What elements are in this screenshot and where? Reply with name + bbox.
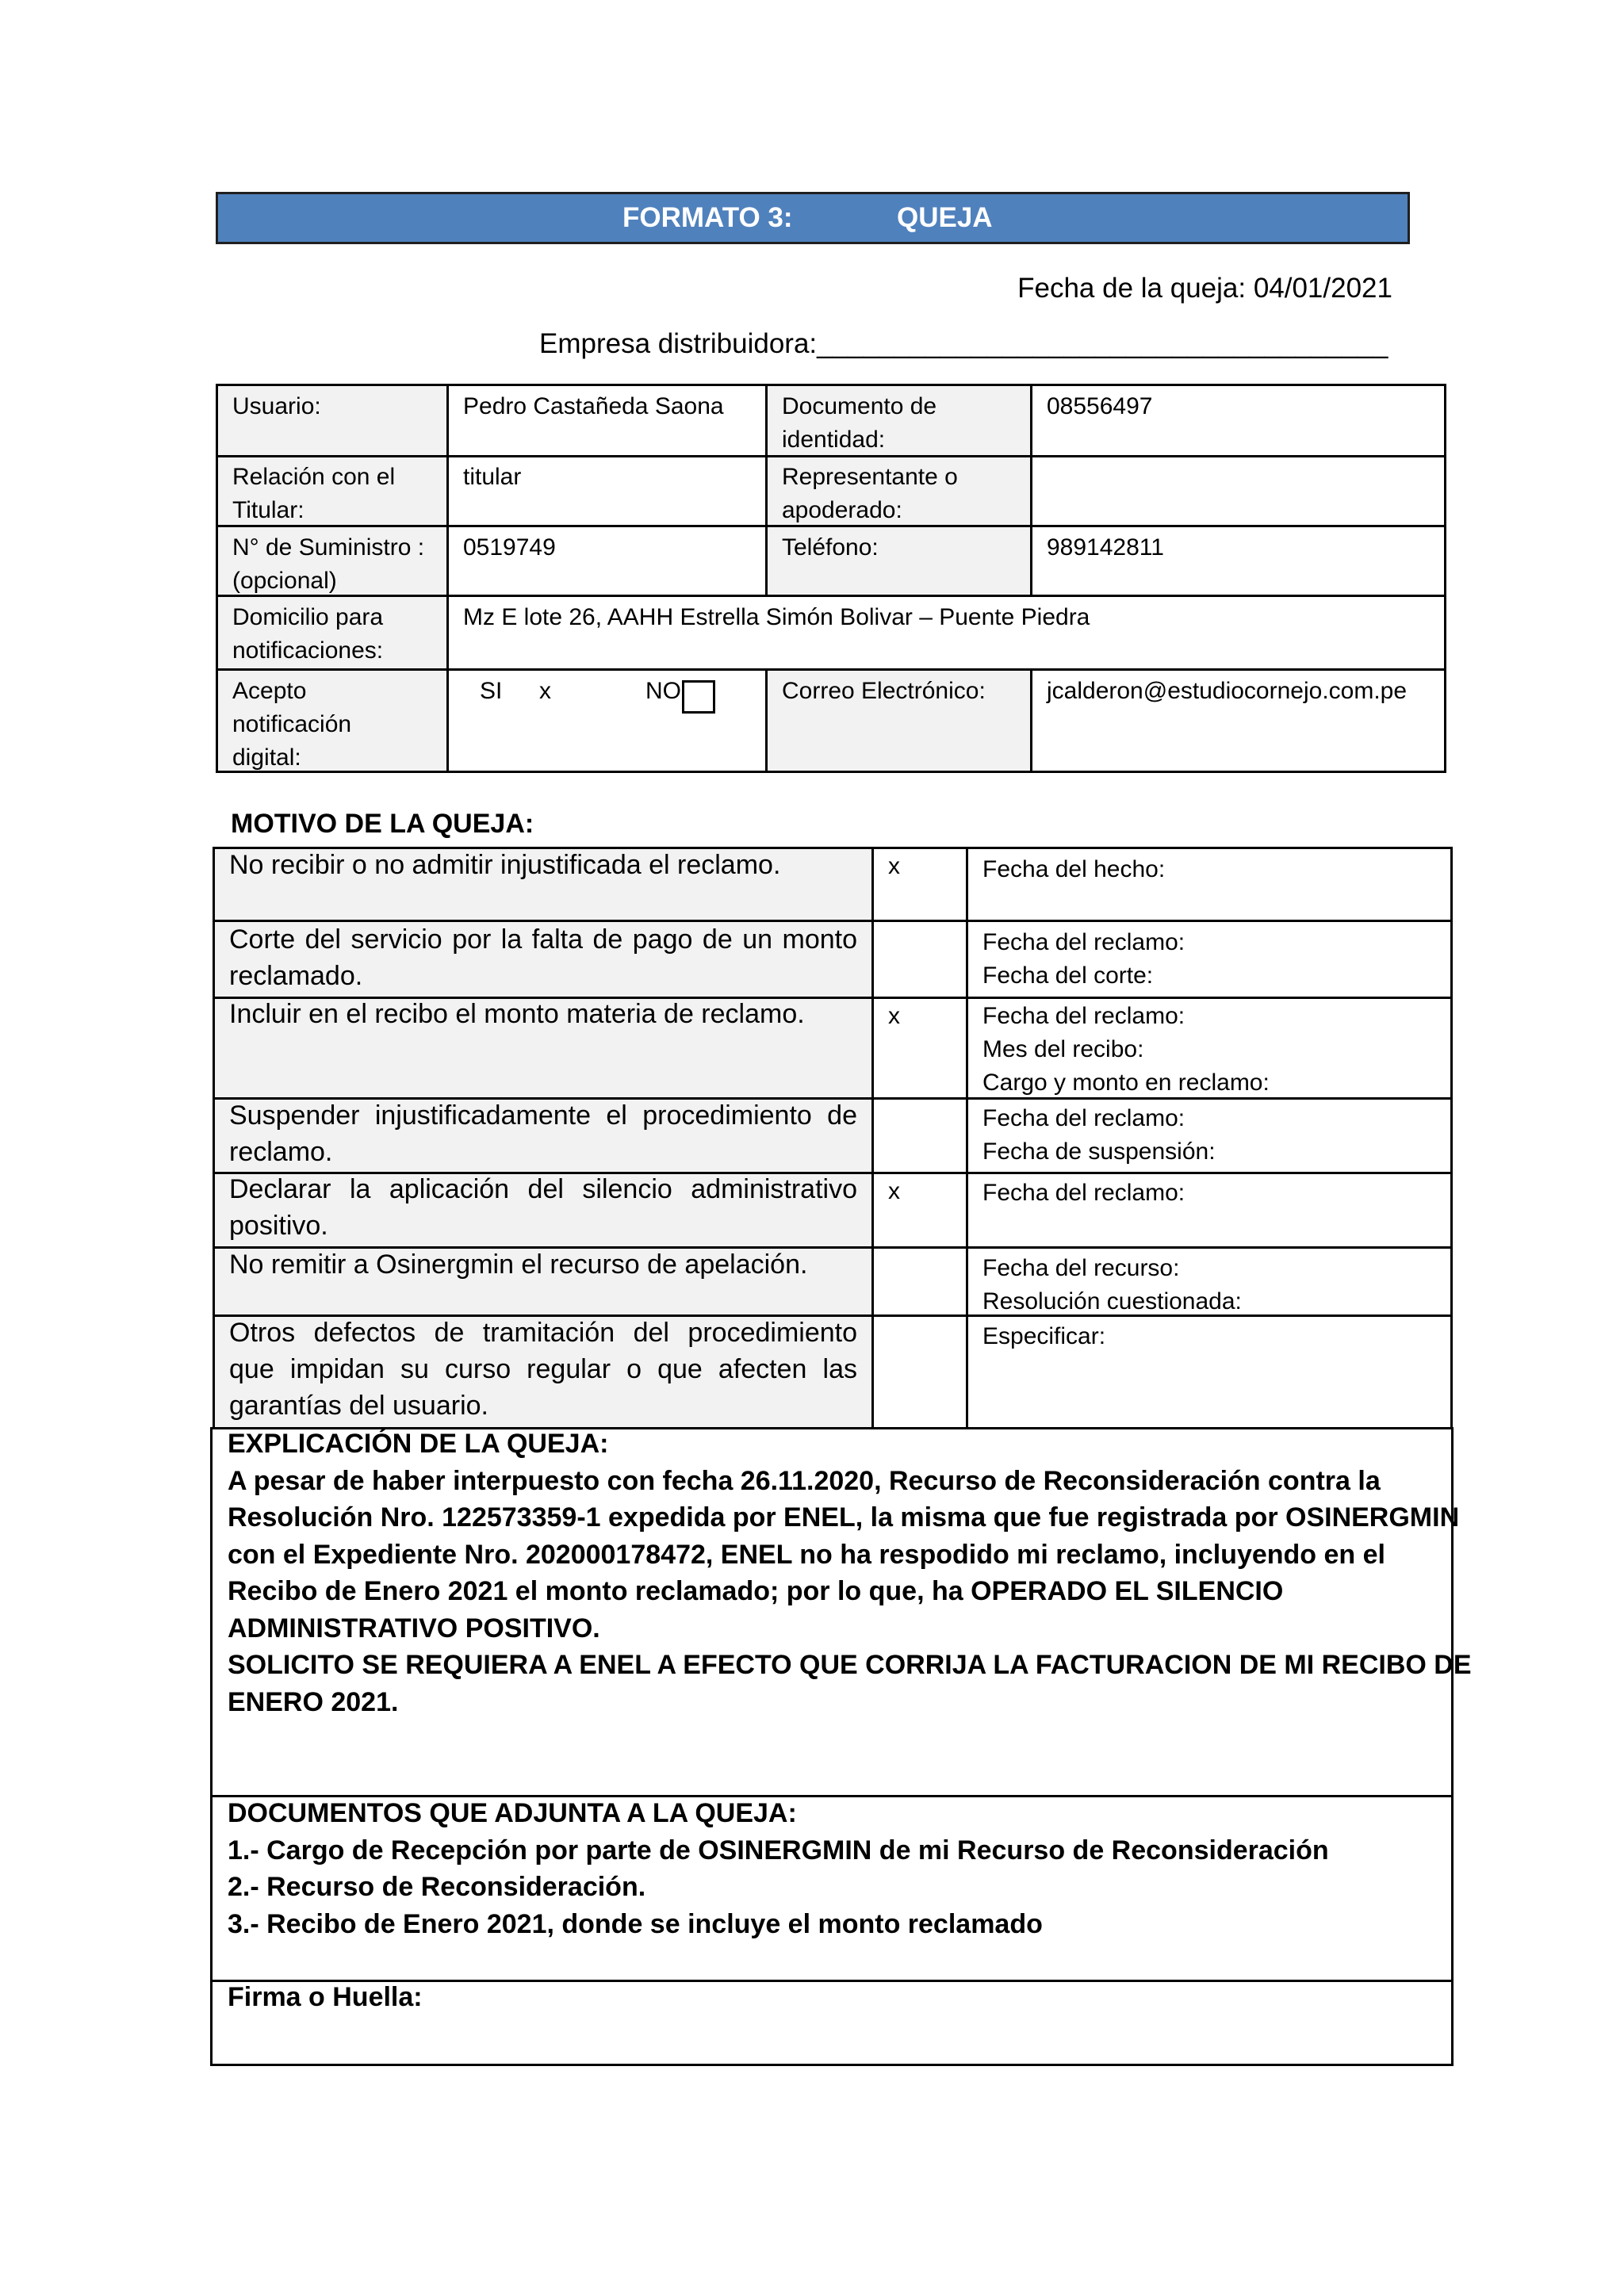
motivo-row-2-text: Corte del servicio por la falta de pago de un monto reclamado.: [229, 924, 857, 991]
suministro-label: N° de Suministro : (opcional): [232, 534, 425, 594]
motivo-row-5-mark[interactable]: x: [888, 1178, 900, 1204]
documento-item: 3.- Recibo de Enero 2021, donde se incluye el monto reclamado: [228, 1908, 1043, 1939]
motivo-row-6-details[interactable]: Fecha del recurso: Resolución cuestionada:: [982, 1255, 1242, 1314]
telefono-value[interactable]: 989142811: [1047, 534, 1164, 561]
documento-item: 2.- Recurso de Reconsideración.: [228, 1872, 646, 1902]
representante-value[interactable]: [1032, 456, 1444, 465]
motivo-row-6-text: No remitir a Osinergmin el recurso de apelación.: [229, 1249, 808, 1280]
usuario-label: Usuario:: [232, 393, 321, 419]
motivo-row-4-text: Suspender injustificadamente el procedimiento de reclamo.: [229, 1100, 857, 1167]
motivo-row-3-details[interactable]: Fecha del reclamo: Mes del recibo: Cargo y monto en reclamo:: [982, 1003, 1270, 1096]
usuario-value[interactable]: Pedro Castañeda Saona: [463, 393, 724, 419]
motivo-row-4-mark[interactable]: [874, 1099, 966, 1102]
correo-label: Correo Electrónico:: [782, 678, 986, 704]
telefono-label: Teléfono:: [782, 534, 879, 561]
motivo-row-1-details[interactable]: Fecha del hecho:: [982, 856, 1166, 882]
motivo-row-7-mark[interactable]: [874, 1317, 966, 1320]
documentos-heading: DOCUMENTOS QUE ADJUNTA A LA QUEJA:: [228, 1798, 797, 1828]
motivo-row-4-details[interactable]: Fecha del reclamo: Fecha de suspensión:: [982, 1105, 1216, 1165]
domicilio-label: Domicilio para notificaciones:: [232, 604, 384, 664]
acepto-label: Acepto notificación digital:: [232, 678, 352, 771]
firma-label: Firma o Huella:: [228, 1982, 423, 2012]
documentos-section[interactable]: [228, 1795, 1329, 1942]
motivo-heading: MOTIVO DE LA QUEJA:: [231, 809, 534, 839]
no-label: NO: [645, 678, 681, 704]
correo-value[interactable]: jcalderon@estudiocornejo.com.pe: [1047, 678, 1408, 704]
motivo-row-6-mark[interactable]: [874, 1249, 966, 1252]
motivo-row-5-text: Declarar la aplicación del silencio administrativo positivo.: [229, 1174, 857, 1241]
motivo-row-2-details[interactable]: Fecha del reclamo: Fecha del corte:: [982, 929, 1185, 989]
documento-value[interactable]: 08556497: [1047, 393, 1153, 419]
firma-section[interactable]: [228, 1979, 423, 2016]
documento-label: Documento de identidad:: [782, 393, 937, 453]
company-field: [539, 328, 1388, 360]
motivo-row-3-mark[interactable]: x: [888, 1003, 900, 1029]
form-title-bar: [216, 192, 1410, 244]
si-label: SI: [480, 678, 503, 704]
suministro-value[interactable]: 0519749: [463, 534, 556, 561]
motivo-row-7-text: Otros defectos de tramitación del procedimiento que impidan su curso regular o que afecten las garantías del usuario.: [229, 1318, 857, 1421]
no-checkbox[interactable]: [682, 680, 715, 714]
format-type: QUEJA: [897, 202, 993, 233]
documento-item: 1.- Cargo de Recepción por parte de OSINERGMIN de mi Recurso de Reconsideración: [228, 1835, 1329, 1866]
explicacion-section[interactable]: EXPLICACIÓN DE LA QUEJA: A pesar de haber interpuesto con fecha 26.11.2020, Recurso de Reconsideración contra la Resolución Nro. 122573359-1 expedida por ENEL, la misma que fue registrada por OSINERGMIN con el Expediente Nro. 202000178472, ENEL no ha respodido mi reclamo, incluyendo en el Recibo de Enero 2021 el monto reclamado; por lo que, ha OPERADO EL SILENCIO ADMINISTRATIVO POSITIVO. SOLICITO SE REQUIERA A ENEL A EFECTO QUE CORRIJA LA FACTURACION DE MI RECIBO DE ENERO 2021.: [228, 1425, 1472, 1720]
motivo-row-2-mark[interactable]: [874, 923, 966, 926]
motivo-row-7-details[interactable]: Especificar:: [982, 1323, 1106, 1349]
si-mark[interactable]: x: [539, 678, 551, 704]
motivo-row-5-details[interactable]: Fecha del reclamo:: [982, 1180, 1185, 1206]
company-label: Empresa distribuidora:: [539, 328, 818, 359]
relacion-value[interactable]: titular: [463, 464, 522, 490]
motivo-row-1-mark[interactable]: x: [888, 853, 900, 879]
explicacion-heading: EXPLICACIÓN DE LA QUEJA:: [228, 1429, 609, 1459]
domicilio-value[interactable]: Mz E lote 26, AAHH Estrella Simón Bolivar – Puente Piedra: [463, 604, 1090, 630]
relacion-label: Relación con el Titular:: [232, 464, 396, 523]
motivo-row-3-text: Incluir en el recibo el monto materia de reclamo.: [229, 999, 805, 1029]
representante-label: Representante o apoderado:: [782, 464, 958, 523]
complaint-date: Fecha de la queja: 04/01/2021: [1017, 273, 1392, 304]
company-blank-line[interactable]: _____________________________________: [817, 328, 1388, 359]
motivo-row-1-text: No recibir o no admitir injustificada el reclamo.: [229, 850, 781, 880]
format-label: FORMATO 3:: [622, 202, 793, 233]
